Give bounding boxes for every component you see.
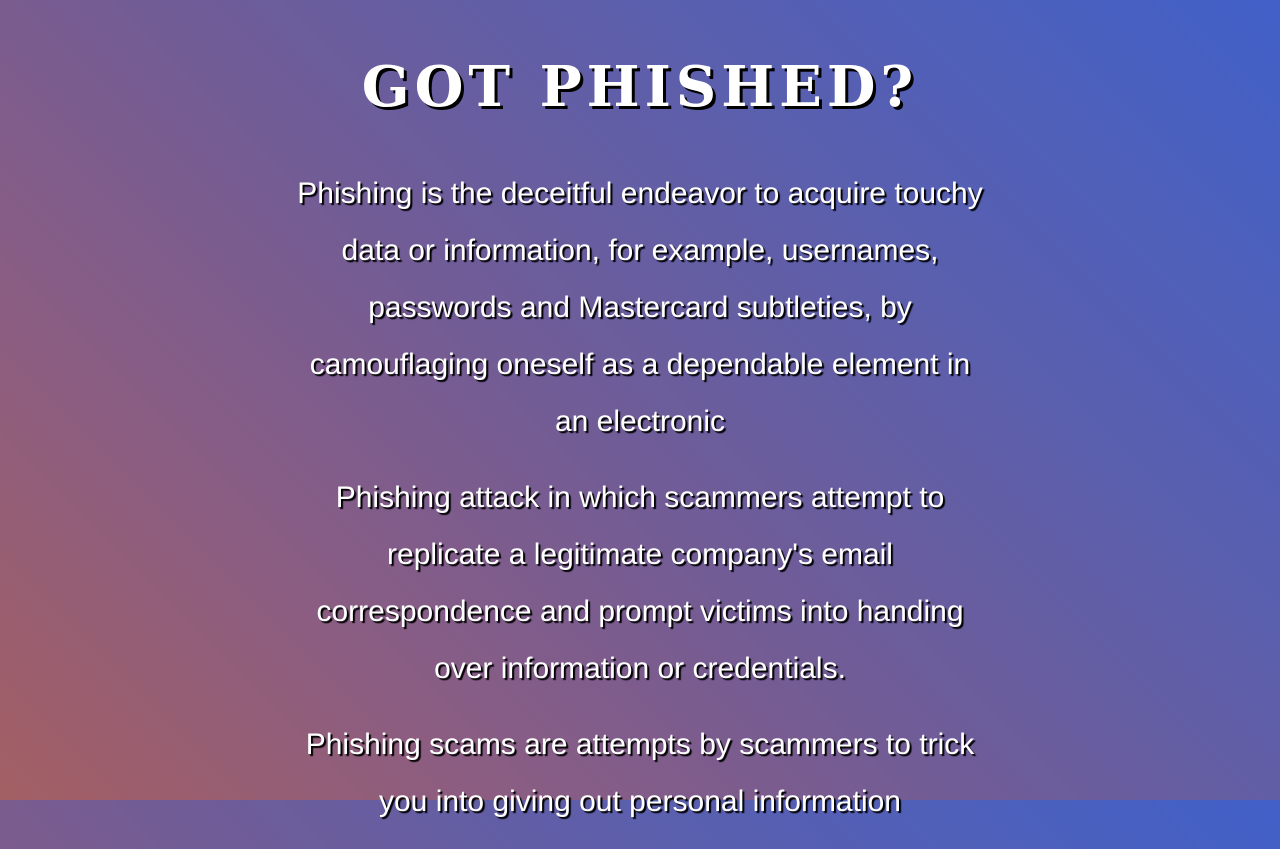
paragraph-definition: Phishing is the deceitful endeavor to acquire touchy data or information, for example, usernames, passwords and Mastercard subtleties, by camouflaging oneself as a dependable element in an electronic bbox=[297, 177, 983, 438]
paragraph-scams: Phishing scams are attempts by scammers to trick you into giving out personal information bbox=[305, 728, 975, 818]
paragraph-attack: Phishing attack in which scammers attempt to replicate a legitimate company's email correspondence and prompt victims into handing over information or credentials. bbox=[316, 481, 964, 685]
content bbox=[290, 165, 990, 849]
page-title: GOT PHISHED? bbox=[361, 54, 919, 120]
